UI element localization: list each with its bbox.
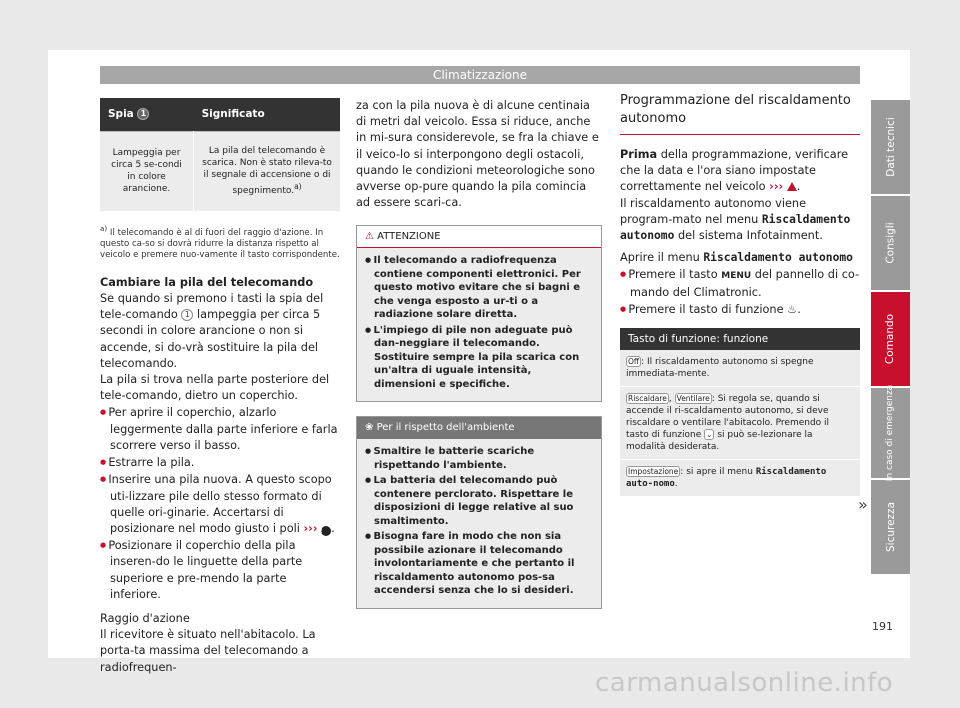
bullet-item: ● Per aprire il coperchio, alzarlo leggermente dalla parte inferiore e farla scorrere verso il basso. (100, 404, 340, 454)
cross-ref-arrow[interactable]: ››› (769, 180, 784, 194)
section-heading: Raggio d'azione (100, 611, 190, 625)
indicator-table (100, 98, 340, 211)
paragraph: Aprire il menu Riscaldamento autonomo (620, 251, 853, 265)
paragraph: Il riscaldamento autonomo viene program-mato nel menu Riscaldamento autonomo del sistema Infotainment. (620, 196, 851, 243)
paragraph: Se quando si premono i tasti la spia del tele-comando 1 lampeggia per circa 5 secondi in colore arancione o non si accende, si do-vrà sostituire la pila del telecomando. (100, 292, 324, 370)
environment-item: ● Smaltire le batterie scariche rispettando l'ambiente. (365, 445, 593, 472)
warning-item: ● Il telecomando a radiofrequenza contiene componenti elettronici. Per questo motivo evitare che si bagni e che venga esposto a ur-ti o a radiazione solare diretta. (365, 254, 593, 322)
environment-header: ❀ Per il rispetto dell'ambiente (357, 417, 601, 439)
paragraph: za con la pila nuova è di alcune centinaia di metri dal veicolo. Essa si riduce, anche in mi-sura considerevole, se fra la chiave e il veico-lo si interpongono degli ostacoli, quando le condizioni meteorologiche sono avverse op-pure quando la pila comincia ad essere scari-ca. (356, 99, 599, 210)
side-tab[interactable]: Sicurezza (871, 480, 910, 574)
side-tabs (871, 100, 910, 576)
table-cell: La pila del telecomando è scarica. Non è stato rileva-to il segnale di accensione o di spegnimento.$^{a)}$ (194, 131, 340, 211)
warning-box (356, 225, 602, 402)
function-row: Impostazione : si apre il menu Riscaldamento auto-nomo. (620, 460, 860, 497)
column-right (620, 92, 860, 497)
cross-ref-arrow[interactable]: ››› (303, 521, 318, 535)
off-key: Off (628, 357, 640, 367)
bullet-item: ● Estrarre la pila. (100, 454, 340, 471)
warning-body (357, 248, 601, 401)
bullet-item: ● Inserire una pila nuova. A questo scopo uti-lizzare pile dello stesso formato di quelle ori-ginarie. Accertarsi di posizionare nel modo giusto i poli ››› ! . (100, 471, 340, 537)
page-header: Climatizzazione (100, 66, 860, 84)
side-tab[interactable]: Comando (871, 292, 910, 386)
side-tab[interactable]: Dati tecnici (871, 100, 910, 194)
leaf-icon: ❀ (365, 422, 374, 434)
paragraph: La pila si trova nella parte posteriore del tele-comando, dietro un coperchio. (100, 373, 330, 403)
info-icon: ! (321, 526, 331, 536)
warning-header: ⚠ ATTENZIONE (357, 226, 601, 248)
footnote: $^{a)}$ Il telecomando è al di fuori del raggio d'azione. In questo ca-so si dovrà ridurre la distanza rispetto al veicolo e premere nuo-vamente il tasto corrispondente. (100, 224, 340, 260)
warning-item: ● L'impiego di pile non adeguate può dan-neggiare il telecomando. Sostituire sempre la pila scarica con un'altra di uguale intensità, dimensioni e specifiche. (365, 324, 593, 392)
side-tab[interactable]: In caso di emergenza (871, 388, 910, 478)
column-left (100, 98, 340, 676)
riscaldare-key: Riscaldare (628, 394, 667, 404)
function-row: Riscaldare , Ventilare : Si regola se, quando si accende il ri-scaldamento autonomo, si deve riscaldare o ventilare l'abitacolo. Premendo il tasto di funzione ⌄ si può se-lezionare la modalità desiderata. (620, 387, 860, 460)
watermark: carmanualsonline.info (595, 668, 894, 698)
table-header-significato: Significato (194, 98, 340, 131)
warning-triangle-icon (787, 182, 797, 191)
continue-arrow: » (858, 495, 868, 514)
ref-marker: 1 (137, 108, 149, 120)
bullet-item: ● Posizionare il coperchio della pila inseren-do le linguette della parte superiore e pre-mendo la parte inferiore. (100, 537, 340, 603)
bullet-item: ● Premere il tasto di funzione ♨. (620, 301, 860, 318)
ref-marker: 1 (181, 309, 193, 321)
section-heading: Cambiare la pila del telecomando (100, 275, 314, 289)
function-table-header: Tasto di funzione: funzione (620, 328, 860, 350)
heater-icon: ♨ (787, 302, 798, 316)
section-title: Programmazione del riscaldamento autonomo (620, 92, 860, 135)
page-number: 191 (872, 620, 893, 633)
impostazione-key: Impostazione (628, 467, 679, 477)
menu-key: MENU (721, 271, 752, 282)
paragraph: Prima della programmazione, verificare che la data e l'ora siano impostate correttamente nel veicolo ››› . (620, 148, 849, 194)
function-row: Off : Il riscaldamento autonomo si spegne immediata-mente. (620, 350, 860, 387)
paragraph: Il ricevitore è situato nell'abitacolo. La porta-ta massima del telecomando a radiofrequen- (100, 628, 316, 674)
environment-item: ● Bisogna fare in modo che non sia possibile azionare il telecomando involontariamente e che pertanto il riscaldamento autonomo pos-sa accendersi senza che lo si desideri. (365, 530, 593, 598)
table-header-spia: Spia 1 (100, 98, 194, 131)
bullet-item: ● Premere il tasto MENU del pannello di co-mando del Climatronic. (620, 266, 860, 300)
warning-icon: ⚠ (365, 231, 374, 243)
ventilare-key: Ventilare (676, 394, 710, 404)
table-cell: Lampeggia per circa 5 se-condi in colore arancione. (100, 131, 194, 211)
environment-item: ● La batteria del telecomando può contenere perclorato. Rispettare le disposizioni di legge relative al suo smaltimento. (365, 474, 593, 528)
environment-body (357, 439, 601, 608)
column-middle (356, 98, 602, 609)
dropdown-icon: ⌄ (706, 430, 713, 440)
side-tab[interactable]: Consigli (871, 196, 910, 290)
environment-box (356, 416, 602, 609)
